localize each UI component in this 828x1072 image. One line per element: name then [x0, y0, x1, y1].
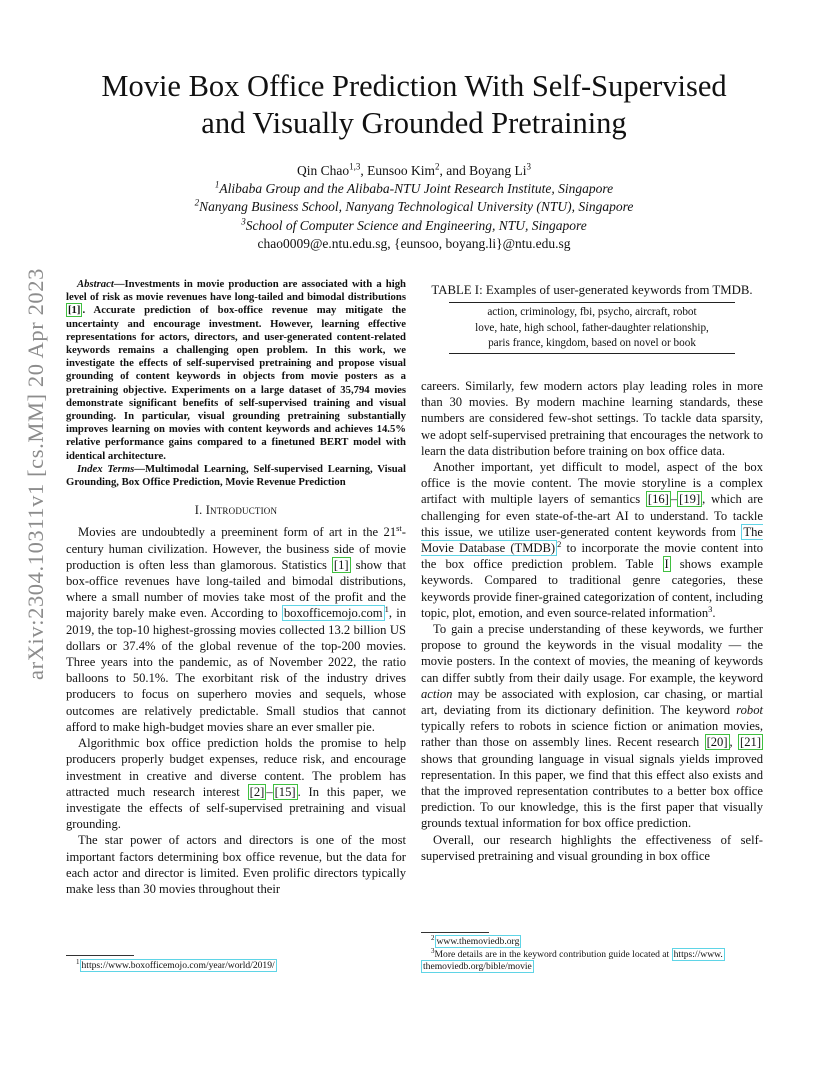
citation-link[interactable]: [16]	[647, 492, 669, 507]
table-reference-link[interactable]: I	[664, 557, 669, 572]
author-emails: chao0009@e.ntu.edu.sg, {eunsoo, boyang.li}@ntu.edu.sg	[257, 235, 571, 251]
right-paragraph-4: Overall, our research highlights the effectiveness of self-supervised pretraining and visual grounding in box office	[421, 832, 763, 863]
keyword-table	[421, 282, 763, 354]
index-terms: Index Terms—Multimodal Learning, Self-supervised Learning, Visual Grounding, Box Office Prediction, Movie Revenue Prediction	[66, 462, 406, 489]
title-line-2: and Visually Grounded Pretraining	[201, 106, 627, 140]
author-names: Qin Chao$^{1,3}$, Eunsoo Kim$^2$, and Boyang Li$^3$	[296, 161, 531, 178]
arxiv-identifier: arXiv:2304.10311v1 [cs.MM] 20 Apr 2023	[23, 268, 48, 680]
title-line-1: Movie Box Office Prediction With Self-Supervised	[101, 69, 727, 103]
arxiv-stamp	[14, 268, 58, 680]
right-column	[421, 378, 763, 864]
table-caption: TABLE I: Examples of user-generated keywords from TMDB.	[431, 283, 753, 297]
intro-paragraph-1: Movies are undoubtedly a preeminent form of art in the 21st-century human civilization. However, the business side of movie production is often less than glamorous. Statistics [1] show that box-office revenues have long-tailed and bimodal distributions, where a small number of movies take most of the profit and the majority barely make even. According to boxofficemojo.com $^1$, in 2019, the top-10 highest-grossing movies collected 13.2 billion US dollars or 37.4% of the global revenue of the top-200 movies. Three years into the pandemic, as of November 2022, the ratio balloons to 50.1%. The exorbitant risk of the industry drives producers to focus on superhero movies and sequels, whose outcomes are relatively predictable. Small studios that cannot afford to make high-budget movies share an ever smaller pie.	[66, 523, 406, 734]
affiliation-2: $^2$Nanyang Business School, Nanyang Technological University (NTU), Singapore	[194, 197, 634, 215]
table-row: action, criminology, fbi, psycho, aircraft, robot	[487, 306, 697, 318]
paper-title	[60, 68, 768, 142]
affiliation-3: $^3$School of Computer Science and Engineering, NTU, Singapore	[241, 216, 587, 233]
table-row: paris france, kingdom, based on novel or book	[488, 337, 696, 350]
citation-link[interactable]: [2]	[249, 784, 265, 799]
affiliation-1: $^1$Alibaba Group and the Alibaba-NTU Joint Research Institute, Singapore	[214, 179, 614, 197]
table-bottom-rule	[449, 353, 735, 354]
footnote-1-link[interactable]: https://www.boxofficemojo.com/year/world/2019/	[81, 960, 275, 971]
footnote-3-link-part1[interactable]: https://www.	[673, 949, 723, 960]
intro-paragraph-3: The star power of actors and directors is one of the most important factors determining box office revenue, but the data for each actor and director is limited. Even prolific directors typically make less than 30 movies throughout their	[66, 833, 406, 896]
abstract: Abstract—Investments in movie production are associated with a high level of risk as movie revenues have long-tailed and bimodal distributions [1] . Accurate prediction of box-office revenue may mitigate the uncertainty and encourage investment. However, learning effective representations for actors, directors, and user-generated content-related keywords remains a challenging open problem. In this work, we investigate the effects of self-supervised pretraining and propose visual grounding of content keywords in objects from movie posters as a pretraining objective. Experiments on a large dataset of 35,794 movies demonstrate significant benefits of self-supervised training and visual grounding. In particular, visual grounding pretraining substantially improves learning on movies with content keywords and achieves 14.5% relative performance gains compared to a finetuned BERT model with identical architecture.	[66, 278, 406, 462]
intro-paragraph-2: Algorithmic box office prediction holds the promise to help producers properly budget expenses, reduce risk, and encourage investment in creative and diverse content. The problem has attracted much research interest [2] – [15] . In this paper, we investigate the effects of self-supervised pretraining and visual grounding.	[66, 736, 406, 832]
footnote-2: $^2$ www.themoviedb.org	[431, 933, 520, 947]
footnote-3: $^3$More details are in the keyword contribution guide located at https://www. themoviedb.org/bible/movie	[423, 946, 723, 973]
tmdb-link[interactable]: The Movie Database (TMDB)	[421, 524, 763, 556]
footnote-2-link[interactable]: www.themoviedb.org	[436, 936, 520, 947]
citation-link[interactable]: [1]	[333, 557, 349, 572]
right-paragraph-1: careers. Similarly, few modern actors play leading roles in more than 30 movies. By modern machine learning standards, these numbers are considered few-shot settings. To tackle data sparsity, we adopt self-supervised pretraining that encourages the network to learn the data distribution before training on box office data.	[421, 379, 763, 458]
citation-link[interactable]: [15]	[274, 784, 296, 799]
citation-link[interactable]: [1]	[68, 304, 81, 317]
citation-link[interactable]: [21]	[740, 735, 762, 750]
footnote-3-link-part2[interactable]: themoviedb.org/bible/movie	[423, 961, 532, 973]
section-heading: I. Introduction	[194, 503, 278, 518]
author-block	[60, 162, 768, 253]
citation-link[interactable]: [20]	[706, 735, 728, 750]
left-column	[66, 278, 406, 897]
table-row: love, hate, high school, father-daughter relationship,	[475, 321, 709, 334]
footnote-rule	[66, 955, 134, 956]
table-body	[421, 303, 763, 352]
boxofficemojo-link[interactable]: boxofficemojo.com	[283, 606, 383, 621]
right-paragraph-3: To gain a precise understanding of these keywords, we further propose to ground the keywords in the visual modality — the movie posters. In the context of movies, the meaning of keywords can differ subtly from their daily usage. For example, the keyword action may be associated with explosion, car chasing, or martial art, deviating from its dictionary definition. The keyword robot typically refers to robots in science fiction or animation movies, rather than those on assembly lines. Recent research [20] , [21] shows that grounding language in visual signals yields improved representation. In this paper, we find that this effect also exists and that the improved representation contributes to a better box office prediction. To our knowledge, this is the first paper that visually grounds textual information for box office prediction.	[421, 622, 763, 831]
footnote-1: $^1$ https://www.boxofficemojo.com/year/world/2019/	[76, 957, 275, 971]
citation-link[interactable]: [19]	[679, 492, 701, 507]
right-paragraph-2: Another important, yet difficult to model, aspect of the box office is the movie content. The movie storyline is a complex artifact with multiple layers of semantics [16] – [19] , which are challenging for even state-of-the-art AI to understand. To tackle this issue, we utilize user-generated content keywords from The Movie Database (TMDB) $^2$ to incorporate the movie content into the box office prediction problem. Table I shows example keywords. Compared to traditional genre categories, these keywords provide finer-grained categorization of content, including topic, plot, emotion, and even source-related information$^3$.	[421, 460, 763, 620]
